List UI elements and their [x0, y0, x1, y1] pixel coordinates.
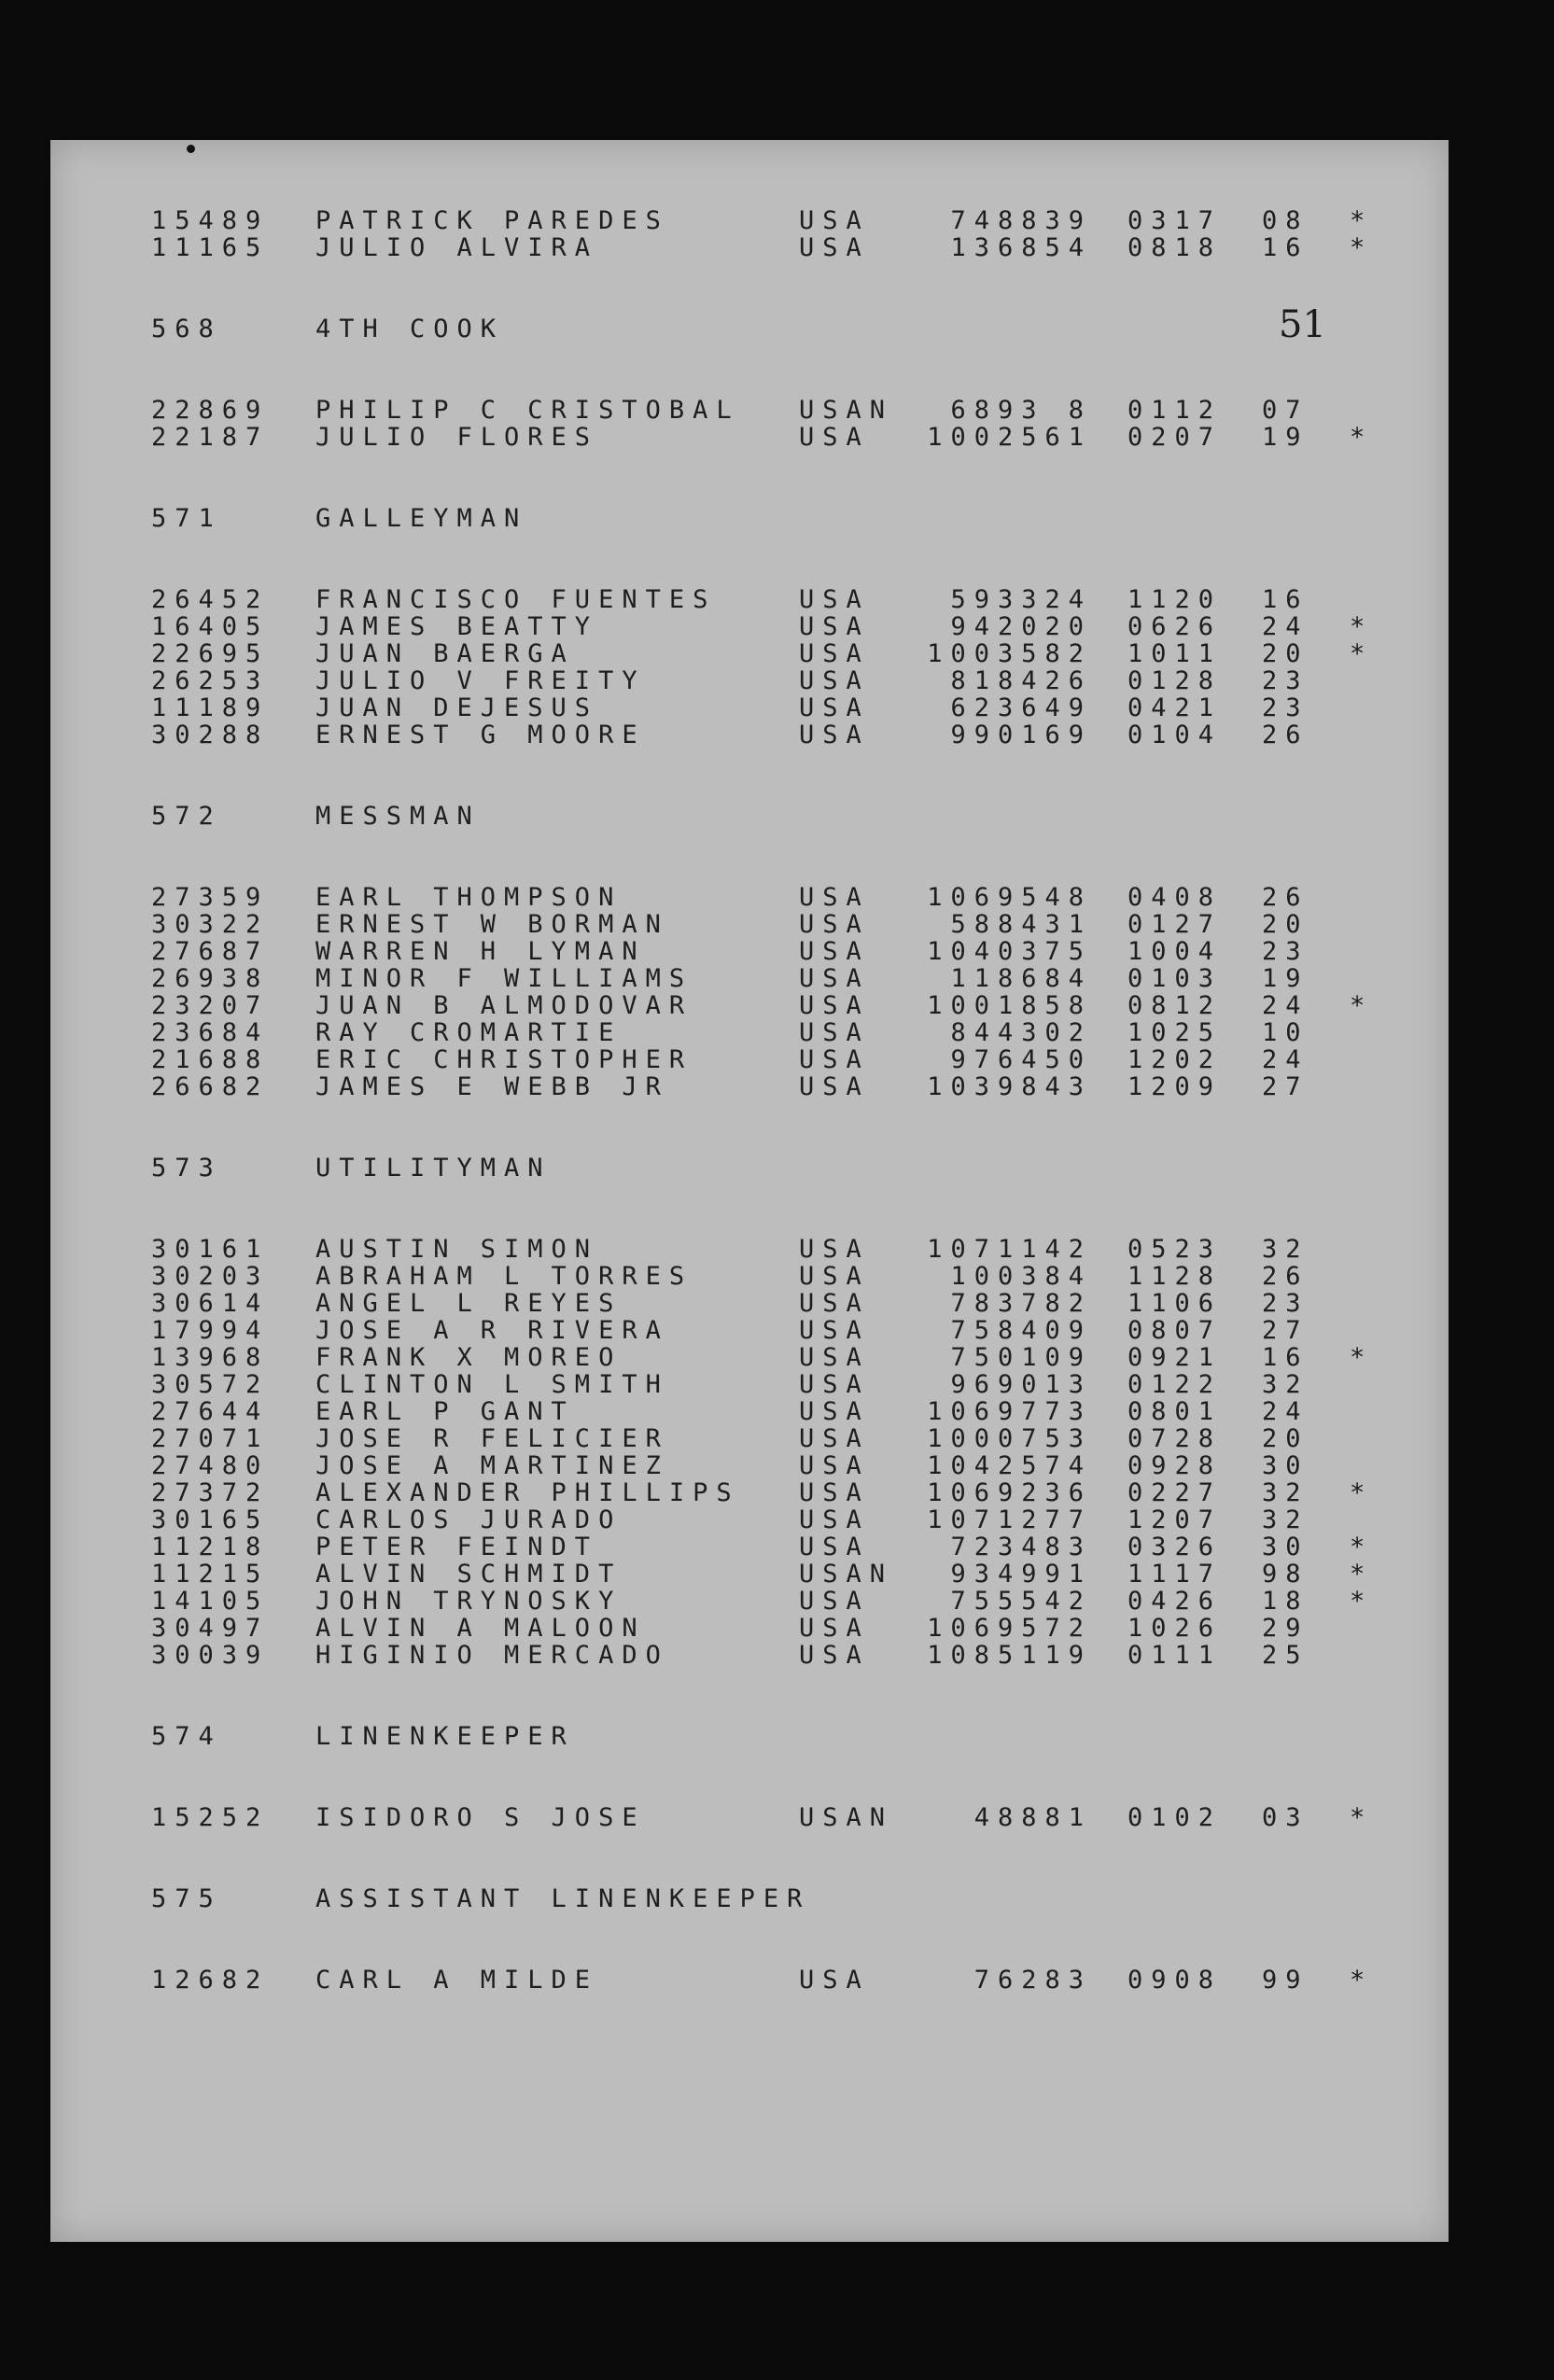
citizenship: USA: [799, 883, 870, 912]
document-number: 748839: [950, 206, 1092, 235]
crew-name: JUAN BAERGA: [315, 639, 575, 668]
date-code: 0207: [1127, 423, 1223, 452]
date-code: 1011: [1127, 639, 1223, 668]
crew-id: 30203: [151, 1262, 270, 1291]
age: 24: [1262, 1397, 1309, 1426]
crew-id: 27372: [151, 1478, 270, 1507]
age: 20: [1262, 1424, 1309, 1453]
crew-name: CLINTON L SMITH: [315, 1370, 669, 1399]
job-title: 4TH COOK: [315, 315, 505, 343]
document-number: 136854: [950, 233, 1092, 262]
citizenship: USA: [799, 1018, 870, 1047]
date-code: 1209: [1127, 1072, 1223, 1101]
date-code: 0122: [1127, 1370, 1223, 1399]
crew-name: JOHN TRYNOSKY: [315, 1587, 623, 1616]
document-number: 1040375: [927, 937, 1092, 966]
crew-name: ERNEST W BORMAN: [315, 910, 669, 939]
citizenship: USAN: [799, 396, 894, 425]
crew-row: [0, 1615, 1554, 1643]
crew-id: 27071: [151, 1424, 270, 1453]
crew-row: [0, 911, 1554, 939]
date-code: 0111: [1127, 1641, 1223, 1670]
age: 25: [1262, 1641, 1309, 1670]
citizenship: USA: [799, 1966, 870, 1995]
crew-row: [0, 640, 1554, 668]
age: 18: [1262, 1587, 1309, 1616]
age: 32: [1262, 1235, 1309, 1264]
star-mark: *: [1350, 1478, 1374, 1507]
document-number: 1002561: [927, 423, 1092, 452]
document-number: 934991: [950, 1560, 1092, 1589]
crew-row: [0, 397, 1554, 425]
age: 99: [1262, 1966, 1309, 1995]
crew-id: 23684: [151, 1018, 270, 1047]
age: 16: [1262, 1343, 1309, 1372]
star-mark: *: [1350, 1803, 1374, 1832]
crew-name: FRANK X MOREO: [315, 1343, 623, 1372]
age: 08: [1262, 206, 1309, 235]
document-number: 1071142: [927, 1235, 1092, 1264]
crew-name: JAMES E WEBB JR: [315, 1072, 669, 1101]
crew-id: 15252: [151, 1803, 270, 1832]
document-number: 844302: [950, 1018, 1092, 1047]
citizenship: USA: [799, 206, 870, 235]
date-code: 0728: [1127, 1424, 1223, 1453]
crew-id: 21688: [151, 1045, 270, 1074]
crew-row: [0, 1425, 1554, 1453]
crew-row: [0, 1073, 1554, 1101]
crew-name: CARLOS JURADO: [315, 1505, 623, 1534]
date-code: 0908: [1127, 1966, 1223, 1995]
age: 23: [1262, 666, 1309, 695]
date-code: 0928: [1127, 1451, 1223, 1480]
document-number: 48881: [973, 1803, 1092, 1832]
crew-id: 30497: [151, 1614, 270, 1643]
crew-name: JOSE A MARTINEZ: [315, 1451, 669, 1480]
document-number: 1042574: [927, 1451, 1092, 1480]
crew-id: 14105: [151, 1587, 270, 1616]
job-title: MESSMAN: [315, 802, 481, 831]
crew-name: RAY CROMARTIE: [315, 1018, 623, 1047]
crew-name: PATRICK PAREDES: [315, 206, 669, 235]
section-header: [0, 803, 1554, 831]
crew-row: [0, 721, 1554, 749]
age: 32: [1262, 1478, 1309, 1507]
document-number: 588431: [950, 910, 1092, 939]
crew-row: [0, 1371, 1554, 1399]
citizenship: USAN: [799, 1560, 894, 1589]
crew-name: JAMES BEATTY: [315, 612, 599, 641]
age: 32: [1262, 1505, 1309, 1534]
age: 27: [1262, 1072, 1309, 1101]
citizenship: USA: [799, 1397, 870, 1426]
crew-name: ANGEL L REYES: [315, 1289, 623, 1318]
date-code: 0801: [1127, 1397, 1223, 1426]
job-title: ASSISTANT LINENKEEPER: [315, 1884, 811, 1913]
crew-row: [0, 1452, 1554, 1480]
citizenship: USA: [799, 1424, 870, 1453]
document-number: 976450: [950, 1045, 1092, 1074]
crew-name: ERIC CHRISTOPHER: [315, 1045, 693, 1074]
citizenship: USA: [799, 693, 870, 722]
document-number: 1085119: [927, 1641, 1092, 1670]
crew-name: PHILIP C CRISTOBAL: [315, 396, 740, 425]
document-number: 76283: [973, 1966, 1092, 1995]
crew-row: [0, 1019, 1554, 1047]
crew-id: 11189: [151, 693, 270, 722]
crew-id: 23207: [151, 991, 270, 1020]
document-number: 969013: [950, 1370, 1092, 1399]
page-number: 51: [1279, 303, 1326, 346]
crew-row: [0, 1317, 1554, 1345]
document-number: 1000753: [927, 1424, 1092, 1453]
crew-row: [0, 424, 1554, 452]
section-header: [0, 1155, 1554, 1183]
citizenship: USA: [799, 1451, 870, 1480]
punch-mark: [187, 145, 195, 153]
job-code: 568: [151, 315, 222, 343]
crew-name: ALEXANDER PHILLIPS: [315, 1478, 740, 1507]
crew-id: 30614: [151, 1289, 270, 1318]
citizenship: USA: [799, 233, 870, 262]
crew-name: JULIO V FREITY: [315, 666, 646, 695]
section-header: [0, 315, 1554, 343]
document-number: 750109: [950, 1343, 1092, 1372]
age: 26: [1262, 721, 1309, 749]
crew-id: 27359: [151, 883, 270, 912]
document-number: 783782: [950, 1289, 1092, 1318]
crew-row: [0, 1046, 1554, 1074]
document-number: 1039843: [927, 1072, 1092, 1101]
star-mark: *: [1350, 206, 1374, 235]
crew-row: [0, 1642, 1554, 1670]
crew-row: [0, 992, 1554, 1020]
citizenship: USA: [799, 612, 870, 641]
date-code: 0626: [1127, 612, 1223, 641]
crew-row: [0, 1506, 1554, 1534]
crew-row: [0, 694, 1554, 722]
crew-name: JUAN B ALMODOVAR: [315, 991, 693, 1020]
crew-id: 26253: [151, 666, 270, 695]
crew-name: ABRAHAM L TORRES: [315, 1262, 693, 1291]
crew-row: [0, 613, 1554, 641]
citizenship: USA: [799, 1289, 870, 1318]
crew-id: 30039: [151, 1641, 270, 1670]
date-code: 1207: [1127, 1505, 1223, 1534]
age: 24: [1262, 612, 1309, 641]
citizenship: USA: [799, 1072, 870, 1101]
star-mark: *: [1350, 612, 1374, 641]
crew-row: [0, 884, 1554, 912]
age: 26: [1262, 883, 1309, 912]
crew-id: 30322: [151, 910, 270, 939]
crew-row: [0, 586, 1554, 614]
star-mark: *: [1350, 1560, 1374, 1589]
job-code: 572: [151, 802, 222, 831]
document-number: 1069773: [927, 1397, 1092, 1426]
star-mark: *: [1350, 233, 1374, 262]
citizenship: USA: [799, 1370, 870, 1399]
age: 20: [1262, 639, 1309, 668]
star-mark: *: [1350, 991, 1374, 1020]
citizenship: USA: [799, 1587, 870, 1616]
citizenship: USA: [799, 1045, 870, 1074]
crew-id: 26938: [151, 964, 270, 993]
crew-name: PETER FEINDT: [315, 1533, 599, 1561]
document-number: 755542: [950, 1587, 1092, 1616]
age: 07: [1262, 396, 1309, 425]
citizenship: USA: [799, 910, 870, 939]
date-code: 0112: [1127, 396, 1223, 425]
crew-row: [0, 1479, 1554, 1507]
crew-row: [0, 1588, 1554, 1616]
document-number: 818426: [950, 666, 1092, 695]
age: 98: [1262, 1560, 1309, 1589]
crew-id: 30165: [151, 1505, 270, 1534]
age: 23: [1262, 693, 1309, 722]
crew-id: 26452: [151, 585, 270, 614]
citizenship: USA: [799, 1533, 870, 1561]
citizenship: USA: [799, 639, 870, 668]
crew-id: 12682: [151, 1966, 270, 1995]
citizenship: USA: [799, 1478, 870, 1507]
age: 20: [1262, 910, 1309, 939]
document-number: 1069572: [927, 1614, 1092, 1643]
crew-id: 22187: [151, 423, 270, 452]
job-code: 574: [151, 1722, 222, 1751]
age: 30: [1262, 1451, 1309, 1480]
crew-name: HIGINIO MERCADO: [315, 1641, 669, 1670]
crew-name: ISIDORO S JOSE: [315, 1803, 646, 1832]
age: 23: [1262, 1289, 1309, 1318]
document-number: 758409: [950, 1316, 1092, 1345]
crew-id: 27687: [151, 937, 270, 966]
date-code: 0426: [1127, 1587, 1223, 1616]
section-header: [0, 1885, 1554, 1913]
date-code: 0807: [1127, 1316, 1223, 1345]
crew-name: JOSE R FELICIER: [315, 1424, 669, 1453]
date-code: 1120: [1127, 585, 1223, 614]
crew-name: FRANCISCO FUENTES: [315, 585, 717, 614]
crew-name: EARL P GANT: [315, 1397, 575, 1426]
crew-name: CARL A MILDE: [315, 1966, 599, 1995]
document-number: 1069548: [927, 883, 1092, 912]
star-mark: *: [1350, 639, 1374, 668]
age: 27: [1262, 1316, 1309, 1345]
crew-id: 30572: [151, 1370, 270, 1399]
document-number: 593324: [950, 585, 1092, 614]
crew-id: 22869: [151, 396, 270, 425]
date-code: 0227: [1127, 1478, 1223, 1507]
citizenship: USA: [799, 721, 870, 749]
crew-row: [0, 1263, 1554, 1291]
job-title: GALLEYMAN: [315, 504, 528, 533]
citizenship: USA: [799, 991, 870, 1020]
date-code: 0104: [1127, 721, 1223, 749]
age: 24: [1262, 1045, 1309, 1074]
date-code: 0818: [1127, 233, 1223, 262]
crew-id: 30161: [151, 1235, 270, 1264]
crew-name: ALVIN SCHMIDT: [315, 1560, 623, 1589]
citizenship: USA: [799, 666, 870, 695]
crew-id: 16405: [151, 612, 270, 641]
crew-id: 27644: [151, 1397, 270, 1426]
star-mark: *: [1350, 1587, 1374, 1616]
date-code: 0103: [1127, 964, 1223, 993]
crew-row: [0, 1967, 1554, 1995]
job-title: LINENKEEPER: [315, 1722, 575, 1751]
crew-row: [0, 1561, 1554, 1589]
citizenship: USA: [799, 1235, 870, 1264]
citizenship: USA: [799, 1641, 870, 1670]
crew-id: 11215: [151, 1560, 270, 1589]
star-mark: *: [1350, 423, 1374, 452]
document-number: 990169: [950, 721, 1092, 749]
document-number: 723483: [950, 1533, 1092, 1561]
star-mark: *: [1350, 1966, 1374, 1995]
document-number: 6893 8: [950, 396, 1092, 425]
citizenship: USA: [799, 1343, 870, 1372]
age: 10: [1262, 1018, 1309, 1047]
date-code: 0326: [1127, 1533, 1223, 1561]
document-number: 1001858: [927, 991, 1092, 1020]
crew-row: [0, 1398, 1554, 1426]
date-code: 0127: [1127, 910, 1223, 939]
date-code: 1106: [1127, 1289, 1223, 1318]
citizenship: USA: [799, 1316, 870, 1345]
age: 26: [1262, 1262, 1309, 1291]
age: 16: [1262, 585, 1309, 614]
crew-name: JUAN DEJESUS: [315, 693, 599, 722]
job-code: 571: [151, 504, 222, 533]
document-number: 1069236: [927, 1478, 1092, 1507]
crew-name: JULIO ALVIRA: [315, 233, 599, 262]
document-number: 1003582: [927, 639, 1092, 668]
date-code: 1117: [1127, 1560, 1223, 1589]
job-code: 575: [151, 1884, 222, 1913]
age: 23: [1262, 937, 1309, 966]
age: 24: [1262, 991, 1309, 1020]
document-number: 118684: [950, 964, 1092, 993]
citizenship: USA: [799, 1505, 870, 1534]
date-code: 0408: [1127, 883, 1223, 912]
document-page: [50, 140, 1449, 2242]
age: 30: [1262, 1533, 1309, 1561]
crew-id: 30288: [151, 721, 270, 749]
crew-id: 15489: [151, 206, 270, 235]
crew-row: [0, 938, 1554, 966]
crew-id: 27480: [151, 1451, 270, 1480]
crew-name: WARREN H LYMAN: [315, 937, 646, 966]
crew-name: AUSTIN SIMON: [315, 1235, 599, 1264]
crew-id: 11218: [151, 1533, 270, 1561]
date-code: 1202: [1127, 1045, 1223, 1074]
crew-name: EARL THOMPSON: [315, 883, 623, 912]
crew-name: JULIO FLORES: [315, 423, 599, 452]
crew-name: JOSE A R RIVERA: [315, 1316, 669, 1345]
date-code: 0523: [1127, 1235, 1223, 1264]
crew-id: 17994: [151, 1316, 270, 1345]
crew-row: [0, 1236, 1554, 1264]
date-code: 1004: [1127, 937, 1223, 966]
document-number: 100384: [950, 1262, 1092, 1291]
date-code: 0128: [1127, 666, 1223, 695]
citizenship: USA: [799, 937, 870, 966]
section-header: [0, 1723, 1554, 1751]
crew-row: [0, 1344, 1554, 1372]
crew-id: 26682: [151, 1072, 270, 1101]
citizenship: USA: [799, 423, 870, 452]
crew-row: [0, 965, 1554, 993]
star-mark: *: [1350, 1533, 1374, 1561]
crew-id: 22695: [151, 639, 270, 668]
date-code: 1128: [1127, 1262, 1223, 1291]
crew-row: [0, 1804, 1554, 1832]
crew-name: ALVIN A MALOON: [315, 1614, 646, 1643]
age: 19: [1262, 423, 1309, 452]
document-number: 1071277: [927, 1505, 1092, 1534]
date-code: 0921: [1127, 1343, 1223, 1372]
crew-row: [0, 1290, 1554, 1318]
date-code: 0102: [1127, 1803, 1223, 1832]
job-title: UTILITYMAN: [315, 1154, 552, 1183]
crew-row: [0, 207, 1554, 235]
citizenship: USA: [799, 1614, 870, 1643]
crew-row: [0, 234, 1554, 262]
crew-name: ERNEST G MOORE: [315, 721, 646, 749]
date-code: 1025: [1127, 1018, 1223, 1047]
citizenship: USA: [799, 585, 870, 614]
crew-row: [0, 667, 1554, 695]
age: 29: [1262, 1614, 1309, 1643]
document-number: 623649: [950, 693, 1092, 722]
age: 03: [1262, 1803, 1309, 1832]
job-code: 573: [151, 1154, 222, 1183]
citizenship: USA: [799, 1262, 870, 1291]
date-code: 0812: [1127, 991, 1223, 1020]
age: 19: [1262, 964, 1309, 993]
crew-row: [0, 1533, 1554, 1561]
star-mark: *: [1350, 1343, 1374, 1372]
age: 32: [1262, 1370, 1309, 1399]
age: 16: [1262, 233, 1309, 262]
crew-name: MINOR F WILLIAMS: [315, 964, 693, 993]
date-code: 0317: [1127, 206, 1223, 235]
date-code: 1026: [1127, 1614, 1223, 1643]
citizenship: USA: [799, 964, 870, 993]
date-code: 0421: [1127, 693, 1223, 722]
section-header: [0, 505, 1554, 533]
document-number: 942020: [950, 612, 1092, 641]
crew-id: 11165: [151, 233, 270, 262]
crew-id: 13968: [151, 1343, 270, 1372]
citizenship: USAN: [799, 1803, 894, 1832]
